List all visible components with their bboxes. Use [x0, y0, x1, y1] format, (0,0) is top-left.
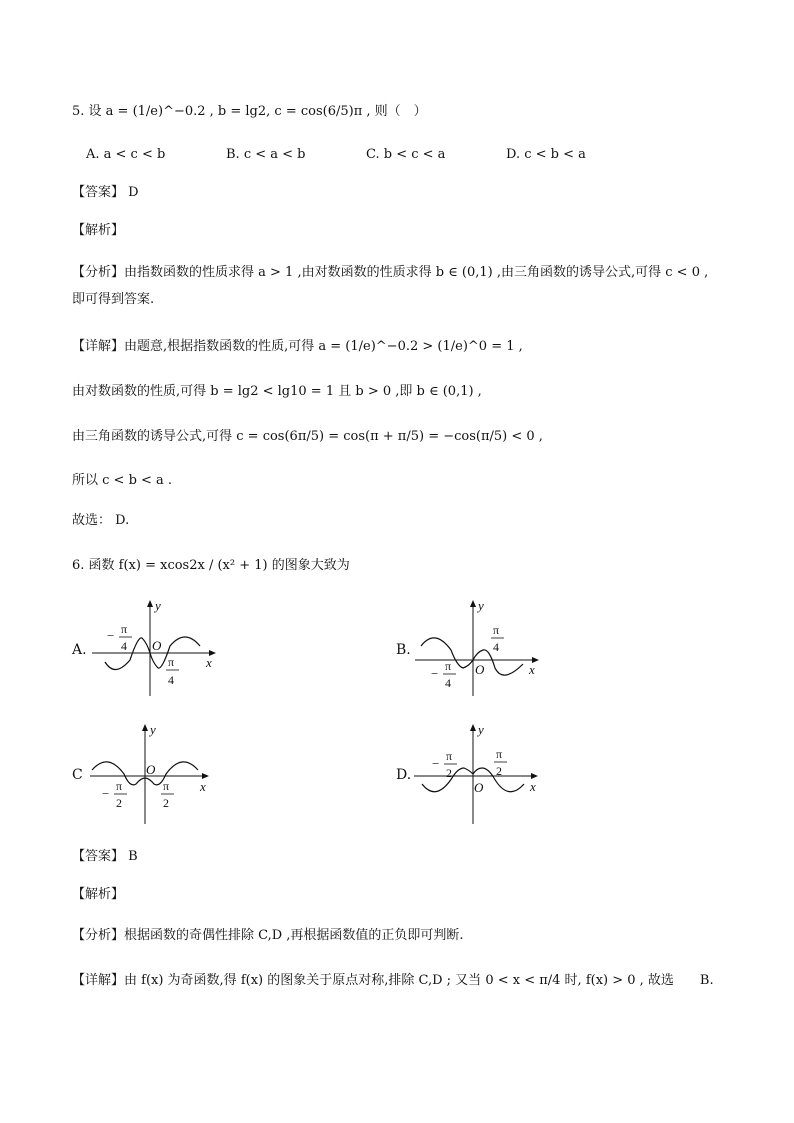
graph-c-left-tick-num: π [116, 779, 123, 793]
svg-text:−: − [107, 628, 115, 643]
q5-fenxi-line1: 【分析】由指数函数的性质求得 a > 1 ,由对数函数的性质求得 b ∈ (0,1) ,由三角函数的诱导公式,可得 c < 0 , [72, 265, 709, 280]
graph-b-x-label: x [529, 662, 535, 677]
graph-d-left-tick-num: π [446, 749, 453, 763]
q5-detail-line2: 由对数函数的性质,可得 b = lg2 < lg10 = 1 且 b > 0 ,即 b ∈ (0,1) , [72, 384, 482, 399]
svg-text:4: 4 [168, 673, 174, 687]
graph-c-label: C [72, 767, 83, 783]
q6-detail: 【详解】由 f(x) 为奇函数,得 f(x) 的图象关于原点对称,排除 C,D ; 又当 0 < x < π/4 时, f(x) > 0 , 故选 B. [72, 973, 714, 988]
graph-c [88, 722, 218, 826]
q5-detail-line3: 由三角函数的诱导公式,可得 c = cos(6π/5) = cos(π + π/5) = −cos(π/5) < 0 , [72, 429, 543, 444]
q5-detail-line4: 所以 c < b < a . [72, 473, 173, 488]
graph-d-x-label: x [530, 779, 536, 794]
svg-text:4: 4 [121, 639, 127, 653]
q6-fenxi: 【分析】根据函数的奇偶性排除 C,D ,再根据函数值的正负即可判断. [72, 928, 464, 943]
graph-d-y-label: y [478, 722, 484, 737]
graph-b-label: B. [396, 642, 411, 658]
svg-text:2: 2 [116, 796, 122, 810]
svg-text:−: − [431, 666, 439, 681]
q5-option-c: C. b < c < a [366, 147, 446, 162]
q6-analysis-label: 【解析】 [72, 887, 125, 902]
graph-c-y-label: y [150, 722, 156, 737]
graph-c-origin: O [146, 762, 156, 777]
graph-a-y-label: y [155, 598, 161, 613]
graph-b-origin: O [475, 662, 485, 677]
q5-choose: 故选： D. [72, 513, 130, 528]
graph-a [90, 598, 220, 698]
svg-text:2: 2 [446, 766, 452, 780]
graph-d-origin: O [474, 780, 484, 795]
graph-c-right-tick-num: π [163, 779, 170, 793]
q5-option-b: B. c < a < b [226, 147, 306, 162]
q5-option-a: A. a < c < b [86, 147, 166, 162]
graph-c-x-label: x [200, 779, 206, 794]
graph-d-label: D. [396, 767, 412, 783]
svg-text:2: 2 [496, 764, 502, 778]
q5-detail-line1: 【详解】由题意,根据指数函数的性质,可得 a = (1/e)^−0.2 > (1/e)^0 = 1 , [72, 339, 523, 354]
graph-a-x-label: x [206, 655, 212, 670]
q5-option-d: D. c < b < a [506, 147, 586, 162]
graph-a-label: A. [72, 642, 87, 658]
q6-stem: 6. 函数 f(x) = xcos2x / (x² + 1) 的图象大致为 [72, 558, 350, 573]
svg-text:4: 4 [445, 676, 451, 690]
graph-a-left-tick-num: π [121, 622, 128, 636]
svg-text:4: 4 [493, 640, 499, 654]
graph-d [412, 722, 542, 826]
q5-analysis-label: 【解析】 [72, 223, 125, 238]
q6-answer: 【答案】 B [72, 849, 138, 864]
q5-fenxi-line2: 即可得到答案. [72, 292, 155, 307]
graph-a-right-tick-num: π [168, 655, 175, 669]
svg-text:−: − [102, 786, 110, 801]
q5-stem: 5. 设 a = (1/e)^−0.2 , b = lg2, c = cos(6/5)π , 则（ ） [72, 104, 427, 119]
graph-a-origin: O [152, 638, 162, 653]
graph-b-left-tick-num: π [445, 659, 452, 673]
svg-text:2: 2 [163, 796, 169, 810]
svg-text:−: − [432, 756, 440, 771]
graph-b [413, 598, 543, 698]
q5-answer: 【答案】 D [72, 185, 139, 200]
graph-b-right-tick-num: π [493, 623, 500, 637]
graph-b-y-label: y [478, 598, 484, 613]
graph-d-right-tick-num: π [496, 747, 503, 761]
